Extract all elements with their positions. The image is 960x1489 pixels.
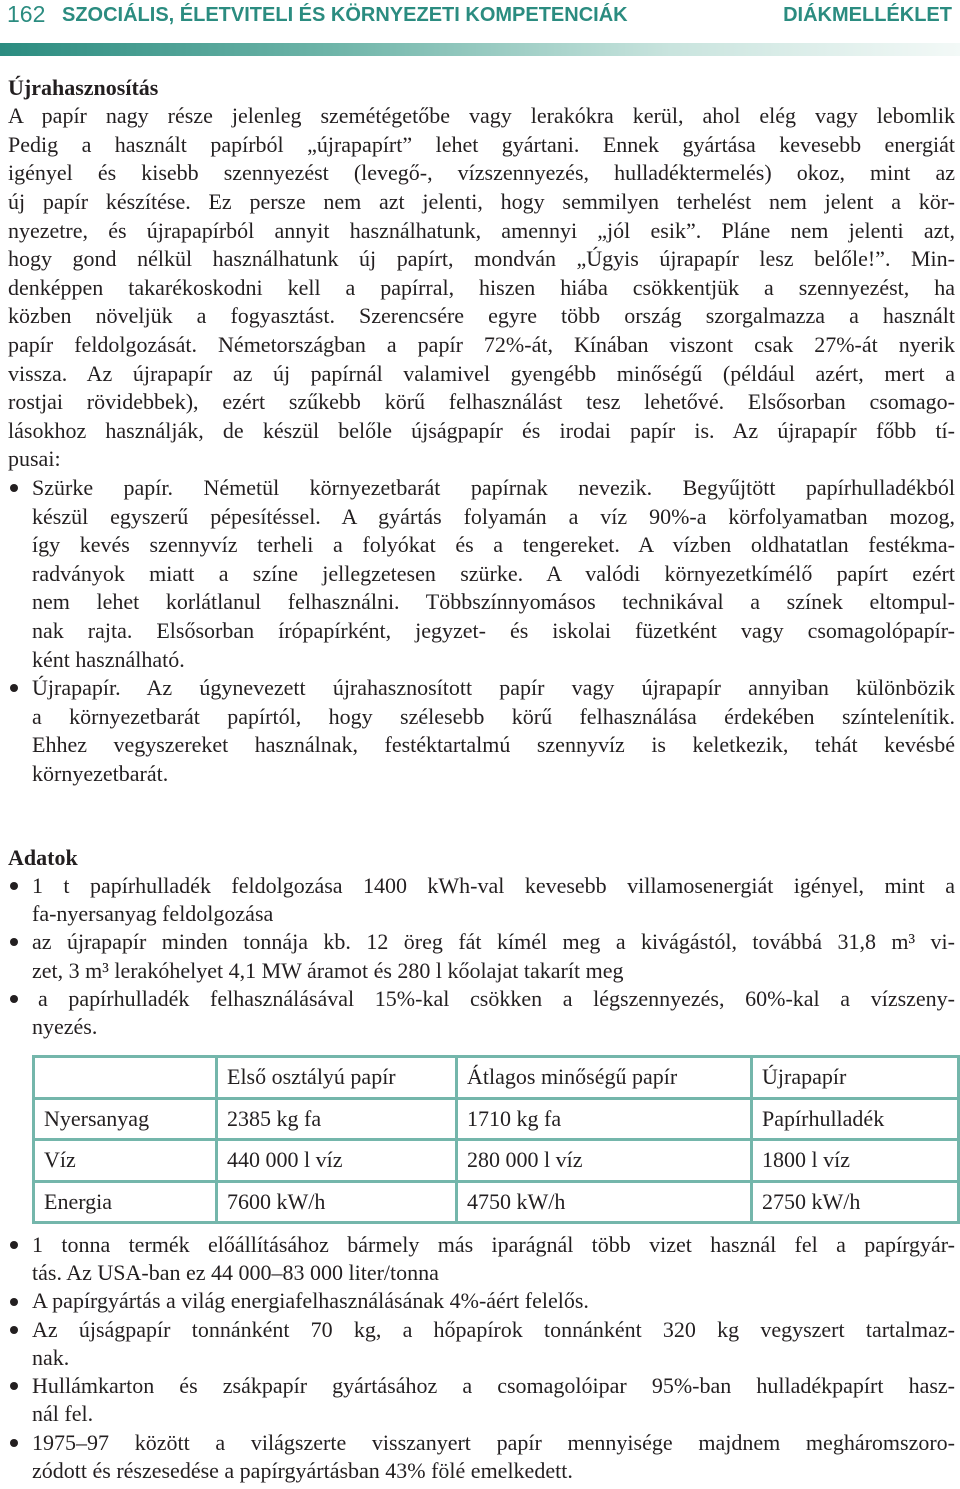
facts-section <box>8 844 955 1041</box>
table-row <box>34 1181 959 1223</box>
more-facts-list <box>8 1231 955 1485</box>
paragraph-line: hogy gond nélkül használhatunk új papírt, mondván „Úgyis újrapapír lesz belőle!”. Min- <box>8 246 955 272</box>
list-item-line: nak rajta. Elsősorban írópapírként, jegyzet- és iskolai füzetként vagy csomagolópapír- <box>32 617 955 643</box>
list-item-line: fa-nyersanyag feldolgozása <box>32 901 274 927</box>
list-item <box>8 1287 955 1315</box>
table-cell: 440 000 l víz <box>217 1140 457 1182</box>
list-item-line: tás. Az USA-ban ez 44 000–83 000 liter/tonna <box>32 1260 439 1286</box>
section-heading: Újrahasznosítás <box>8 74 159 100</box>
list-item-line: az újrapapír minden tonnája kb. 12 öreg fát kímél meg a kivágástól, továbbá 31,8 m³ vi- <box>32 929 955 955</box>
paragraph-line: pusai: <box>8 446 61 472</box>
list-item-line: 1975–97 között a világszerte visszanyert papír mennyisége majdnem megháromszoro- <box>32 1429 955 1455</box>
list-item-line: nyezés. <box>32 1013 98 1039</box>
paragraph-line: Pedig a használt papírból „újrapapírt” lehet gyártani. Ennek gyártása kevesebb energiát <box>8 131 955 157</box>
list-item-line: így kevés szennyvíz terheli a folyókat és a tengereket. A vízben oldhatatlan festékma- <box>32 532 955 558</box>
bullet-icon <box>10 1439 18 1447</box>
paragraph-line: közben növeljük a fogyasztást. Szerencsére egyre több ország szorgalmazza a használt <box>8 303 955 329</box>
list-item <box>8 872 955 928</box>
table-cell: 280 000 l víz <box>457 1140 752 1182</box>
paragraph-line: papír feldolgozását. Németországban a papír 72%-át, Kínában viszont csak 27%-át nyerik <box>8 332 955 358</box>
table-cell: 1800 l víz <box>752 1140 959 1182</box>
table-header-cell: Átlagos minőségű papír <box>457 1057 752 1099</box>
bullet-icon <box>10 995 18 1003</box>
list-item-line: nál fel. <box>32 1401 94 1427</box>
paragraph-line: denképpen takarékoskodni kell a papírral, hiszen hiába csökkentjük a szennyezést, ha <box>8 274 955 300</box>
section-heading: Adatok <box>8 844 78 870</box>
list-item <box>8 674 955 788</box>
table-corner-cell <box>34 1057 217 1099</box>
table-row-label: Nyersanyag <box>34 1098 217 1140</box>
table-cell: 1710 kg fa <box>457 1098 752 1140</box>
table-row <box>34 1140 959 1182</box>
paragraph-line: nyezetre, és újrapapírból annyit használhatunk, amennyi „jól esik”. Pláne nem jelenti azt, <box>8 217 955 243</box>
bullet-icon <box>10 684 18 692</box>
table-row-label: Víz <box>34 1140 217 1182</box>
list-item-line: nem lehet korlátlanul felhasználni. Többszínnyomásos technikával a színek eltompul- <box>32 589 955 615</box>
bullet-icon <box>10 484 18 492</box>
running-header-label: DIÁKMELLÉKLET <box>783 4 952 26</box>
table-header-row <box>34 1057 959 1099</box>
list-item-line: 1 tonna termék előállításához bármely más iparágnál több vizet használ fel a papírgyár- <box>32 1231 955 1257</box>
bullet-icon <box>10 1326 18 1334</box>
list-item-line: Hullámkarton és zsákpapír gyártásához a csomagolóipar 95%-ban hulladékpapírt hasz- <box>32 1373 955 1399</box>
list-item-line: nak. <box>32 1344 70 1370</box>
list-item-line: zet, 3 m³ lerakóhelyet 4,1 MW áramot és 280 l kőolajat takarít meg <box>32 957 624 983</box>
list-item-line: A papírgyártás a világ energiafelhasználásának 4%-áért felelős. <box>32 1288 589 1314</box>
list-item-line: a környezetbarát papírtól, hogy szélesebb körű felhasználása érdekében színtelenítik. <box>32 703 955 729</box>
header-gradient-rule <box>0 43 960 56</box>
paper-comparison-table <box>32 1055 960 1224</box>
recycling-paragraph <box>8 102 955 474</box>
table-header-cell: Első osztályú papír <box>217 1057 457 1099</box>
list-item <box>8 474 955 674</box>
paragraph-line: új papír készítése. Ez persze nem azt jelenti, hogy semmilyen terhelést nem jelent a kör- <box>8 189 955 215</box>
recycling-section <box>8 74 955 789</box>
paper-types-list <box>8 474 955 789</box>
page-number: 162 <box>7 1 46 27</box>
table-row <box>34 1098 959 1140</box>
list-item-line: zódott és részesedése a papírgyártásban 43% fölé emelkedett. <box>32 1457 573 1483</box>
table-cell: 2385 kg fa <box>217 1098 457 1140</box>
list-item-line: ként használható. <box>32 646 185 672</box>
facts-list <box>8 872 955 1041</box>
bullet-icon <box>10 1241 18 1249</box>
table-cell: 7600 kW/h <box>217 1181 457 1223</box>
list-item <box>8 1231 955 1288</box>
paragraph-line: A papír nagy része jelenleg szemétégetőbe vagy lerakókra kerül, ahol elég vagy lebomlik <box>8 103 955 129</box>
bullet-icon <box>10 1382 18 1390</box>
running-header-title: SZOCIÁLIS, ÉLETVITELI ÉS KÖRNYEZETI KOMPETENCIÁK <box>62 4 628 26</box>
list-item-line: Szürke papír. Németül környezetbarát papírnak nevezik. Begyűjtött papírhulladékból <box>32 475 955 500</box>
paragraph-line: lásokhoz használják, de készül belőle újságpapír és irodai papír is. Az újrapapír főbb tí- <box>8 417 955 443</box>
list-item <box>8 1316 955 1373</box>
table-cell: 2750 kW/h <box>752 1181 959 1223</box>
list-item-line: Ehhez vegyszereket használnak, festéktartalmú szennyvíz is keletkezik, tehát kevésbé <box>32 732 955 758</box>
list-item-line: Újrapapír. Az úgynevezett újrahasznosított papír vagy újrapapír annyiban különbözik <box>32 675 955 701</box>
list-item-line: készül egyszerű pépesítéssel. A gyártás folyamán a víz 90%-a körfolyamatban mozog, <box>32 503 955 529</box>
list-item-line: Az újságpapír tonnánként 70 kg, a hőpapírok tonnánként 320 kg vegyszert tartalmaz- <box>32 1316 955 1342</box>
list-item-line: környezetbarát. <box>32 760 169 786</box>
table-cell: Papírhulladék <box>752 1098 959 1140</box>
bullet-icon <box>10 938 18 946</box>
list-item <box>8 985 955 1041</box>
bullet-icon <box>10 882 18 890</box>
list-item-line: a papírhulladék felhasználásával 15%-kal csökken a légszennyezés, 60%-kal a vízszeny- <box>38 985 955 1011</box>
list-item <box>8 1429 955 1486</box>
list-item <box>8 1372 955 1429</box>
table-header-cell: Újrapapír <box>752 1057 959 1099</box>
table-cell: 4750 kW/h <box>457 1181 752 1223</box>
list-item-line: 1 t papírhulladék feldolgozása 1400 kWh-val kevesebb villamosenergiát igényel, mint a <box>32 872 955 898</box>
list-item <box>8 928 955 984</box>
list-item-line: radványok miatt a színe jellegzetesen szürke. A valódi környezetkímélő papírt ezért <box>32 560 955 586</box>
bullet-icon <box>10 1298 18 1306</box>
paragraph-line: igényel és kisebb szennyezést (levegő-, vízszennyezés, hulladéktermelés) okoz, mint az <box>8 160 955 186</box>
paragraph-line: rostjai rövidebbek), ezért szűkebb körű felhasználást tesz lehetővé. Elsősorban csomago- <box>8 389 955 415</box>
table-row-label: Energia <box>34 1181 217 1223</box>
paragraph-line: vissza. Az újrapapír az új papírnál valamivel gyengébb minőségű (például azért, mert a <box>8 360 955 386</box>
